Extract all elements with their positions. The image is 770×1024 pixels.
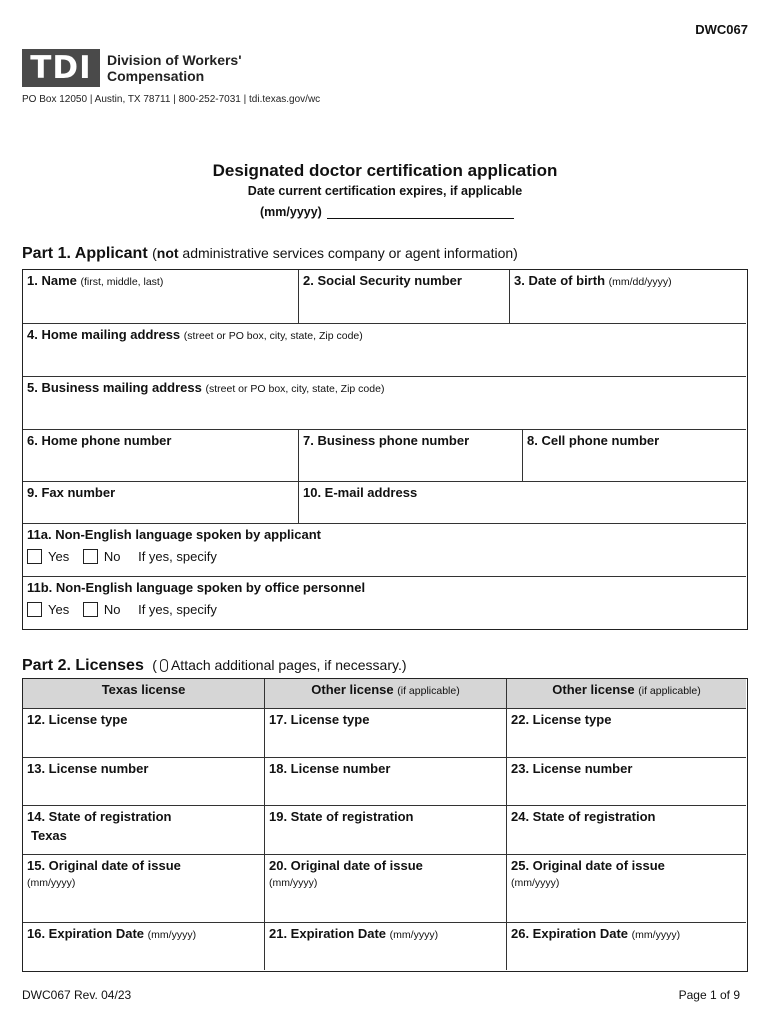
lang-office-yes-checkbox[interactable] — [27, 602, 42, 617]
lang-applicant-specify[interactable]: If yes, specify — [138, 549, 217, 564]
expiry-label: Date current certification expires, if applicable — [247, 184, 523, 198]
expiry-date-field[interactable] — [327, 218, 514, 219]
lang-office-no-checkbox[interactable] — [83, 602, 98, 617]
part2-heading: Part 2. Licenses ( Attach additional pages, if necessary.) — [22, 657, 407, 674]
field-dob[interactable]: 3. Date of birth (mm/dd/yyyy) — [510, 270, 746, 324]
header-other-license-1: Other license (if applicable) — [265, 679, 507, 709]
field-state-24[interactable]: 24. State of registration — [507, 806, 746, 855]
field-license-type-22[interactable]: 22. License type — [507, 709, 746, 758]
logo-line-1: Division of Workers' — [107, 52, 242, 68]
state-value-texas: Texas — [31, 828, 67, 843]
field-business-address[interactable]: 5. Business mailing address (street or PO box, city, state, Zip code) — [23, 377, 746, 430]
field-license-type-17[interactable]: 17. License type — [265, 709, 507, 758]
lang-applicant-yes-checkbox[interactable] — [27, 549, 42, 564]
field-lang-applicant: 11a. Non-English language spoken by applicant Yes No If yes, specify — [23, 524, 746, 577]
field-expiration-26[interactable]: 26. Expiration Date (mm/yyyy) — [511, 926, 681, 941]
applicant-grid — [22, 269, 748, 630]
field-issue-date-25[interactable]: 25. Original date of issue (mm/yyyy) — [507, 855, 746, 923]
footer-page-number: Page 1 of 9 — [678, 988, 740, 1002]
form-title: Designated doctor certification application — [212, 161, 558, 180]
form-code: DWC067 — [695, 22, 748, 37]
logo-text — [107, 52, 242, 84]
field-expiration-16[interactable]: 16. Expiration Date (mm/yyyy) — [23, 923, 265, 970]
header-other-license-2: Other license (if applicable) — [507, 679, 746, 709]
header-texas-license: Texas license — [23, 679, 265, 709]
logo-line-2: Compensation — [107, 68, 205, 84]
field-name[interactable]: 1. Name (first, middle, last) — [23, 270, 299, 324]
field-business-phone[interactable]: 7. Business phone number — [299, 430, 523, 482]
field-issue-date-15[interactable]: 15. Original date of issue (mm/yyyy) — [23, 855, 265, 923]
field-issue-date-20[interactable]: 20. Original date of issue (mm/yyyy) — [265, 855, 507, 923]
part1-label: Part 1. Applicant — [22, 245, 148, 262]
field-cell-phone[interactable]: 8. Cell phone number — [523, 430, 746, 482]
field-ssn[interactable]: 2. Social Security number — [299, 270, 510, 324]
part1-note: (not administrative services company or agent information) — [152, 245, 518, 261]
field-license-type-12[interactable]: 12. License type — [23, 709, 265, 758]
part2-note: Attach additional pages, if necessary.) — [170, 657, 407, 673]
field-home-address[interactable]: 4. Home mailing address (street or PO box, city, state, Zip code) — [23, 324, 746, 377]
field-license-number-18[interactable]: 18. License number — [265, 758, 507, 806]
footer-revision: DWC067 Rev. 04/23 — [22, 988, 132, 1002]
tdi-logo: TDI — [22, 49, 100, 87]
field-expiration-21[interactable]: 21. Expiration Date (mm/yyyy) — [265, 923, 507, 970]
field-home-phone[interactable]: 6. Home phone number — [23, 430, 299, 482]
field-state-14[interactable]: 14. State of registration Texas — [23, 806, 265, 855]
expiry-format: (mm/yyyy) — [260, 205, 322, 219]
lang-office-specify[interactable]: If yes, specify — [138, 602, 217, 617]
paperclip-icon — [160, 659, 168, 672]
field-lang-office: 11b. Non-English language spoken by office personnel Yes No If yes, specify — [27, 580, 366, 617]
licenses-grid — [22, 678, 748, 972]
agency-address: PO Box 12050 | Austin, TX 78711 | 800-252-7031 | tdi.texas.gov/wc — [22, 94, 321, 105]
lang-applicant-no-checkbox[interactable] — [83, 549, 98, 564]
field-license-number-13[interactable]: 13. License number — [23, 758, 265, 806]
part1-heading — [22, 245, 518, 263]
field-license-number-23[interactable]: 23. License number — [507, 758, 746, 806]
field-fax[interactable]: 9. Fax number — [23, 482, 299, 524]
field-email[interactable]: 10. E-mail address — [299, 482, 746, 524]
field-state-19[interactable]: 19. State of registration — [265, 806, 507, 855]
part2-label: Part 2. Licenses — [22, 657, 144, 674]
